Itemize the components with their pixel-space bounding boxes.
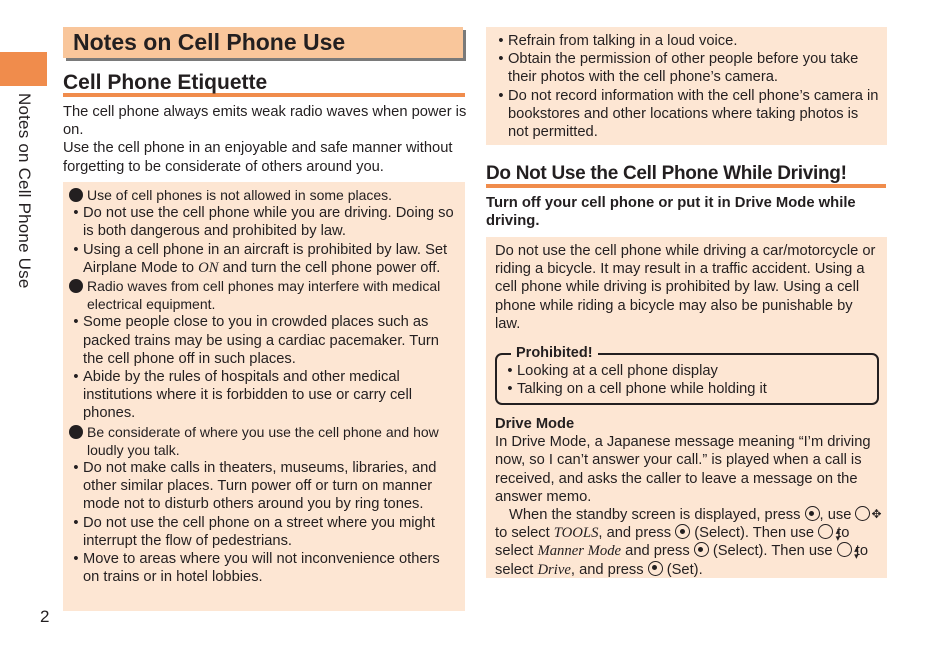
- etiquette-heading: Cell Phone Etiquette: [63, 71, 465, 97]
- side-tab-marker: [0, 52, 47, 86]
- list-item: • Some people close to you in crowded places such as packed trains may be using a cardiac pacemaker. Turn the cell phone off in such places.: [73, 314, 439, 367]
- intro-paragraph-1: The cell phone always emits weak radio waves when power is on.: [63, 104, 467, 139]
- page-title: Notes on Cell Phone Use: [73, 29, 346, 55]
- list-item: • Abide by the rules of hospitals and other medical institutions where it is forbidden to use or carry cell phones.: [73, 369, 412, 422]
- up-down-key-icon: [818, 524, 833, 539]
- prohibited-label: Prohibited!: [511, 345, 598, 361]
- etiquette-rules-continued-panel: [486, 27, 887, 145]
- drive-mode-heading: Drive Mode: [495, 416, 575, 433]
- list-item: • Do not use the cell phone while you are driving. Doing so is both dangerous and prohibited by law.: [73, 205, 454, 240]
- bullet-dot-icon: [69, 425, 83, 439]
- menu-tools: TOOLS: [553, 525, 599, 542]
- rule-group-heading: Use of cell phones is not allowed in some places.: [69, 186, 459, 204]
- list-item: • Refrain from talking in a loud voice.: [498, 33, 738, 49]
- up-down-key-icon: [837, 542, 852, 557]
- bullet-dot-icon: [69, 279, 83, 293]
- center-key-icon: [694, 542, 709, 557]
- menu-drive: Drive: [537, 561, 571, 578]
- drive-mode-steps: When the standby screen is displayed, press , use ✥ to select TOOLS, and press (Select). Then use ▴ ▾ to select Manner Mode and press (Select). Then use ▴ ▾ to select Drive, and press (Set).: [495, 506, 879, 579]
- menu-manner-mode: Manner Mode: [537, 543, 622, 560]
- list-item: • Obtain the permission of other people before you take their photos with the cell phone’s camera.: [498, 51, 859, 86]
- rule-group-heading: Be considerate of where you use the cell phone and how loudly you talk.: [69, 423, 459, 459]
- etiquette-intro: [63, 103, 468, 176]
- side-section-label: Notes on Cell Phone Use: [15, 93, 34, 289]
- center-key-icon: [805, 506, 820, 521]
- list-item: • Do not make calls in theaters, museums, libraries, and other similar places. Turn power off or turn on manner mode not to disturb others around you by ring tones.: [73, 460, 437, 513]
- bullet-dot-icon: [69, 188, 83, 202]
- list-item: • Do not use the cell phone on a street where you might interrupt the flow of pedestrians.: [73, 514, 435, 549]
- list-item: • Move to areas where you will not inconvenience others on trains or in hotel lobbies.: [73, 551, 440, 586]
- page-number: 2: [40, 607, 50, 626]
- rule-group-heading: Radio waves from cell phones may interfere with medical electrical equipment.: [69, 277, 459, 313]
- center-key-icon: [675, 524, 690, 539]
- driving-lead: Turn off your cell phone or put it in Drive Mode while driving.: [486, 195, 856, 230]
- prohibited-box: [495, 345, 879, 405]
- driving-panel: [486, 237, 887, 578]
- list-item: • Do not record information with the cell phone’s camera in bookstores and other locations where taking photos is not permitted.: [498, 87, 879, 141]
- drive-mode-description: In Drive Mode, a Japanese message meaning “I’m driving now, so I can’t answer your call.” is played when a call is received, and asks the caller to leave a message on the answer memo.: [495, 434, 871, 505]
- list-item: • Talking on a cell phone while holding it: [507, 381, 767, 398]
- multi-directional-key-icon: [855, 506, 870, 521]
- driving-paragraph: Do not use the cell phone while driving a car/motorcycle or riding a bicycle. It may result in a traffic accident. Using a cell phone while driving is prohibited by law. Using a cell phone while riding a bicycle may also be punishable by law.: [495, 243, 876, 332]
- list-item: • Looking at a cell phone display: [507, 363, 718, 380]
- page-title-banner: [63, 27, 463, 58]
- driving-heading: Do Not Use the Cell Phone While Driving!: [486, 162, 886, 188]
- intro-paragraph-2: Use the cell phone in an enjoyable and safe manner without forgetting to be considerate of others around you.: [63, 140, 453, 175]
- etiquette-rules-panel: [63, 182, 465, 611]
- airplane-mode-on-value: ON: [198, 259, 219, 276]
- center-key-icon: [648, 561, 663, 576]
- list-item: • Using a cell phone in an aircraft is prohibited by law. Set Airplane Mode to ON and turn the cell phone power off.: [73, 241, 448, 276]
